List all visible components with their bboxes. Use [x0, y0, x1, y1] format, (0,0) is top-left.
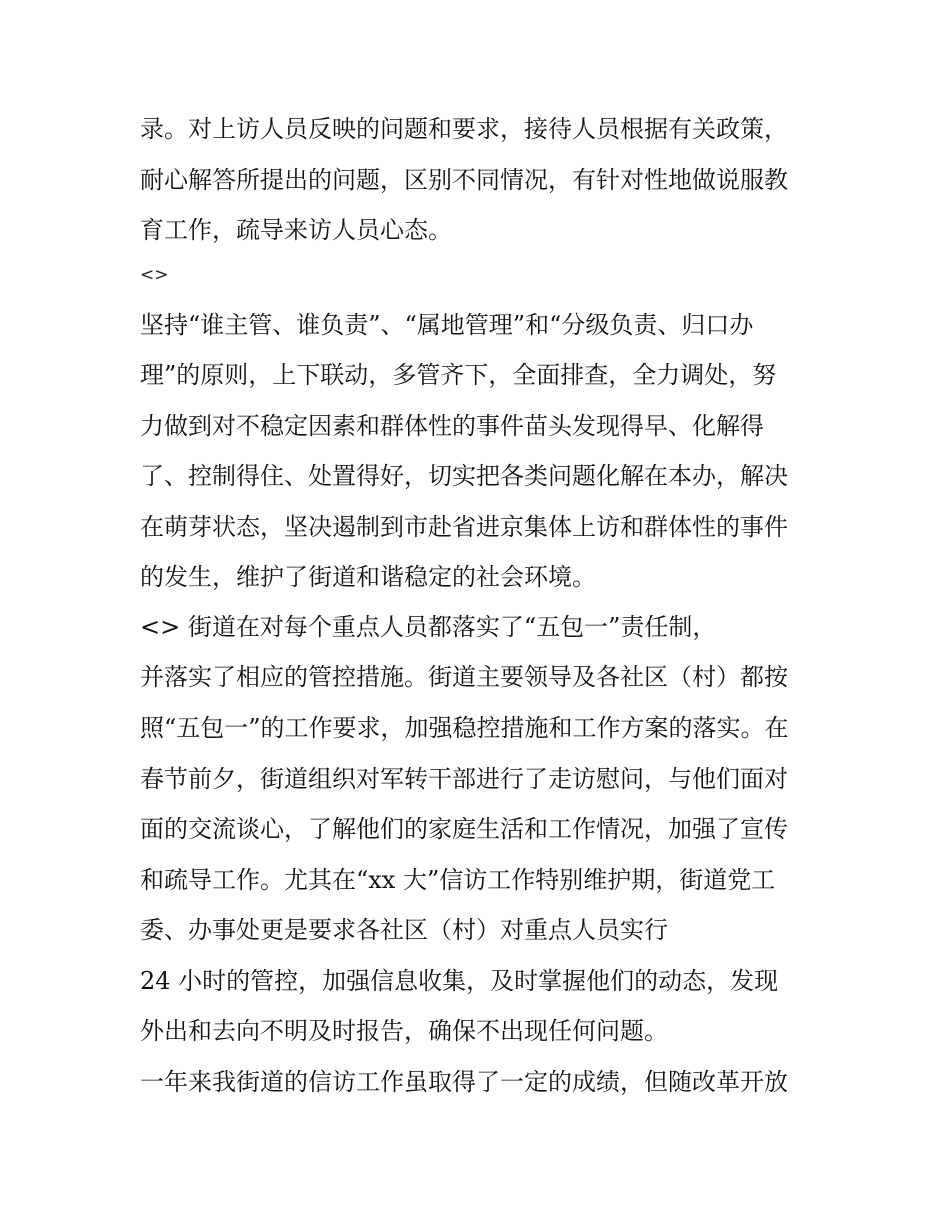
- text-line: 育工作，疏导来访人员心态。: [140, 216, 452, 244]
- text-line: 耐心解答所提出的问题，区别不同情况，有针对性地做说服教: [140, 166, 788, 194]
- text-line: 录。对上访人员反映的问题和要求，接待人员根据有关政策，: [140, 115, 788, 143]
- text-line: 外出和去向不明及时报告，确保不出现任何问题。: [140, 1017, 668, 1045]
- text-line: <> 街道在对每个重点人员都落实了“五包一”责任制，: [140, 613, 717, 641]
- text-line: 面的交流谈心，了解他们的家庭生活和工作情况，加强了宣传: [140, 815, 788, 843]
- text-line: 照“五包一”的工作要求，加强稳控措施和工作方案的落实。在: [140, 714, 789, 742]
- text-line: 24 小时的管控，加强信息收集，及时掌握他们的动态，发现: [140, 967, 779, 995]
- text-line: 的发生，维护了街道和谐稳定的社会环境。: [140, 563, 596, 591]
- text-line: 春节前夕，街道组织对军转干部进行了走访慰问，与他们面对: [140, 765, 788, 793]
- text-line: 和疏导工作。尤其在“xx 大”信访工作特别维护期，街道党工: [140, 866, 776, 894]
- text-line: 一年来我街道的信访工作虽取得了一定的成绩，但随改革开放: [140, 1068, 788, 1096]
- text-line: 力做到对不稳定因素和群体性的事件苗头发现得早、化解得: [140, 412, 764, 440]
- text-line: 坚持“谁主管、谁负责”、“属地管理”和“分级负责、归口办: [140, 311, 754, 339]
- section-marker: <>: [140, 265, 169, 285]
- text-line: 委、办事处更是要求各社区（村）对重点人员实行: [140, 916, 668, 944]
- text-line: 了、控制得住、处置得好，切实把各类问题化解在本办，解决: [140, 462, 788, 490]
- text-line: 在萌芽状态，坚决遏制到市赴省进京集体上访和群体性的事件: [140, 513, 788, 541]
- text-line: 理”的原则，上下联动，多管齐下，全面排查，全力调处，努: [140, 361, 777, 389]
- text-line: 并落实了相应的管控措施。街道主要领导及各社区（村）都按: [140, 663, 788, 691]
